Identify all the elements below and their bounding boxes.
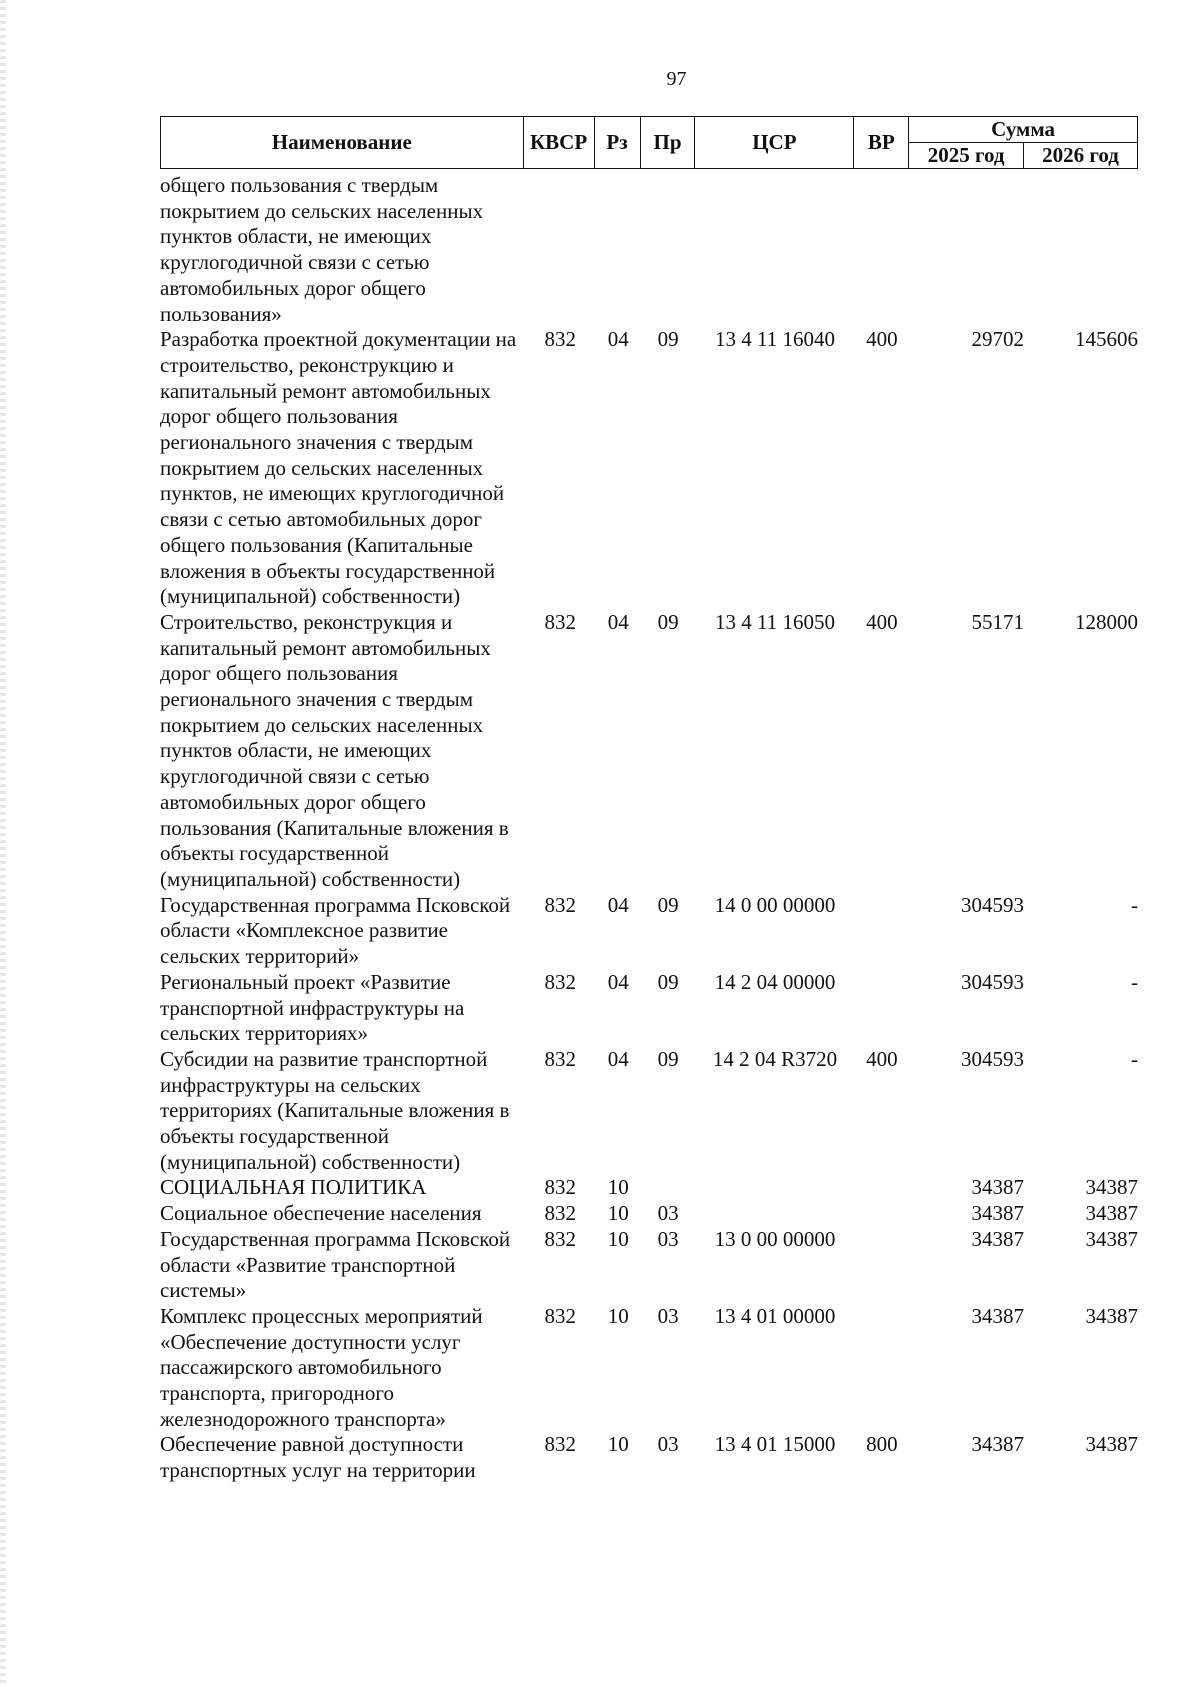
row-kvsr: 832 [544,1175,577,1200]
row-csr: 13 4 11 16050 [715,609,835,634]
scan-edge-artifact [0,0,6,1686]
page-number: 97 [666,68,687,90]
row-sum-2026: - [1131,892,1138,917]
table-row [160,327,1138,610]
row-sum-2025: 34387 [971,1201,1025,1226]
row-pr: 03 [657,1303,679,1328]
row-csr [695,1201,854,1227]
row-pr: 03 [657,1226,679,1251]
row-sum-2025: 304593 [961,1046,1025,1071]
row-vr [855,1175,909,1201]
row-csr: 14 2 04 00000 [714,969,836,994]
row-sum-2026: 34387 [1085,1226,1138,1251]
row-pr [641,173,695,327]
row-kvsr: 832 [544,609,577,634]
row-rz: 04 [607,327,629,352]
row-pr: 09 [657,892,679,917]
row-name: Разработка проектной документации на строительство, реконструкцию и капитальный ремонт автомобильных дорог общего пользования регионального значения с твердым покрытием до сельских населенных пунктов, не имеющих круглогодичной связи с сетью автомобильных дорог общего пользования (Капитальные вложения в объекты государственной (муниципальной) собственности) [160,327,517,609]
header-rz: Рз [594,117,640,169]
row-pr: 09 [657,969,679,994]
row-sum-2026: 34387 [1085,1201,1138,1226]
table-row [160,1304,1138,1433]
row-vr: 400 [866,327,898,352]
row-sum-2026 [1024,173,1138,327]
row-name: Обеспечение равной доступности транспортных услуг на территории [160,1432,476,1483]
row-csr: 13 4 11 16040 [715,327,835,352]
row-name: Государственная программа Псковской области «Комплексное развитие сельских территорий» [160,892,511,969]
header-year-2026: 2026 год [1024,143,1138,169]
budget-table [160,173,1138,1484]
row-sum-2026: 128000 [1075,609,1138,634]
row-rz: 10 [607,1201,629,1226]
row-kvsr: 832 [544,969,577,994]
row-csr: 14 0 00 00000 [714,892,836,917]
table-row [160,610,1138,893]
row-sum-2025: 55171 [971,609,1025,634]
row-pr [641,1175,695,1201]
row-kvsr: 832 [544,892,577,917]
row-rz: 04 [607,609,629,634]
row-vr [855,1201,909,1227]
row-csr: 13 0 00 00000 [714,1226,836,1251]
row-name: СОЦИАЛЬНАЯ ПОЛИТИКА [160,1175,427,1200]
row-csr [695,1175,854,1201]
row-sum-2026: 34387 [1085,1303,1138,1328]
row-name: Государственная программа Псковской области «Развитие транспортной системы» [160,1226,511,1303]
header-vr: ВР [854,117,909,169]
row-kvsr: 832 [544,1432,577,1457]
header-kvsr: КВСР [523,117,594,169]
header-csr: ЦСР [695,117,854,169]
row-sum-2025: 304593 [961,892,1025,917]
header-sum: Сумма [909,117,1138,143]
row-rz: 10 [607,1175,629,1200]
row-name: Субсидии на развитие транспортной инфраструктуры на сельских территориях (Капитальные вложения в объекты государственной (муниципальной) собственности) [160,1046,510,1174]
row-csr: 13 4 01 00000 [714,1303,836,1328]
row-kvsr: 832 [544,1046,577,1071]
row-name: Строительство, реконструкция и капитальный ремонт автомобильных дорог общего пользования регионального значения с твердым покрытием до сельских населенных пунктов области, не имеющих круглогодичной связи с сетью автомобильных дорог общего пользования (Капитальные вложения в объекты государственной (муниципальной) собственности) [160,609,509,891]
row-vr: 400 [866,1046,898,1071]
row-kvsr: 832 [544,1226,577,1251]
row-sum-2026: - [1131,969,1138,994]
row-vr [855,1227,909,1304]
header-pr: Пр [640,117,695,169]
row-sum-2025: 34387 [971,1432,1025,1457]
row-kvsr: 832 [544,1201,577,1226]
header-name: Наименование [161,117,524,169]
row-rz: 10 [607,1432,629,1457]
row-sum-2025: 34387 [971,1226,1025,1251]
row-sum-2026: 34387 [1085,1432,1138,1457]
row-pr: 09 [657,327,679,352]
table-header [160,116,1138,169]
row-csr [695,173,854,327]
table-row [160,893,1138,970]
row-name: Комплекс процессных мероприятий «Обеспечение доступности услуг пассажирского автомобильного транспорта, пригородного железнодорожного транспорта» [160,1303,483,1431]
row-name: Региональный проект «Развитие транспортной инфраструктуры на сельских территориях» [160,969,465,1046]
row-sum-2025: 304593 [961,969,1025,994]
row-rz [596,173,641,327]
table-row [160,1432,1138,1483]
row-sum-2026: 145606 [1075,327,1138,352]
row-vr: 800 [866,1432,898,1457]
row-name: общего пользования с твердым покрытием до сельских населенных пунктов области, не имеющих круглогодичной связи с сетью автомобильных дорог общего пользования» [160,173,484,326]
row-sum-2026: 34387 [1085,1175,1138,1200]
row-rz: 04 [607,892,629,917]
row-kvsr: 832 [544,1303,577,1328]
row-rz: 10 [607,1226,629,1251]
table-row [160,173,1138,327]
header-year-2025: 2025 год [909,143,1024,169]
row-vr [855,970,909,1047]
row-pr: 09 [657,609,679,634]
row-rz: 04 [607,1046,629,1071]
row-kvsr [525,173,596,327]
row-csr: 13 4 01 15000 [714,1432,836,1457]
row-vr: 400 [866,609,898,634]
row-name: Социальное обеспечение населения [160,1201,482,1226]
row-sum-2025 [909,173,1024,327]
row-vr [855,1304,909,1433]
row-pr: 09 [657,1046,679,1071]
table-row [160,1227,1138,1304]
row-pr: 03 [657,1432,679,1457]
row-pr: 03 [657,1201,679,1226]
row-sum-2026: - [1131,1046,1138,1071]
row-rz: 10 [607,1303,629,1328]
table-row [160,970,1138,1047]
row-csr: 14 2 04 R3720 [712,1046,838,1071]
row-vr [855,893,909,970]
table-row [160,1175,1138,1201]
row-vr [855,173,909,327]
row-sum-2025: 34387 [971,1175,1025,1200]
row-sum-2025: 34387 [971,1303,1025,1328]
row-sum-2025: 29702 [971,327,1025,352]
row-kvsr: 832 [544,327,577,352]
table-row [160,1047,1138,1176]
row-rz: 04 [607,969,629,994]
table-row [160,1201,1138,1227]
